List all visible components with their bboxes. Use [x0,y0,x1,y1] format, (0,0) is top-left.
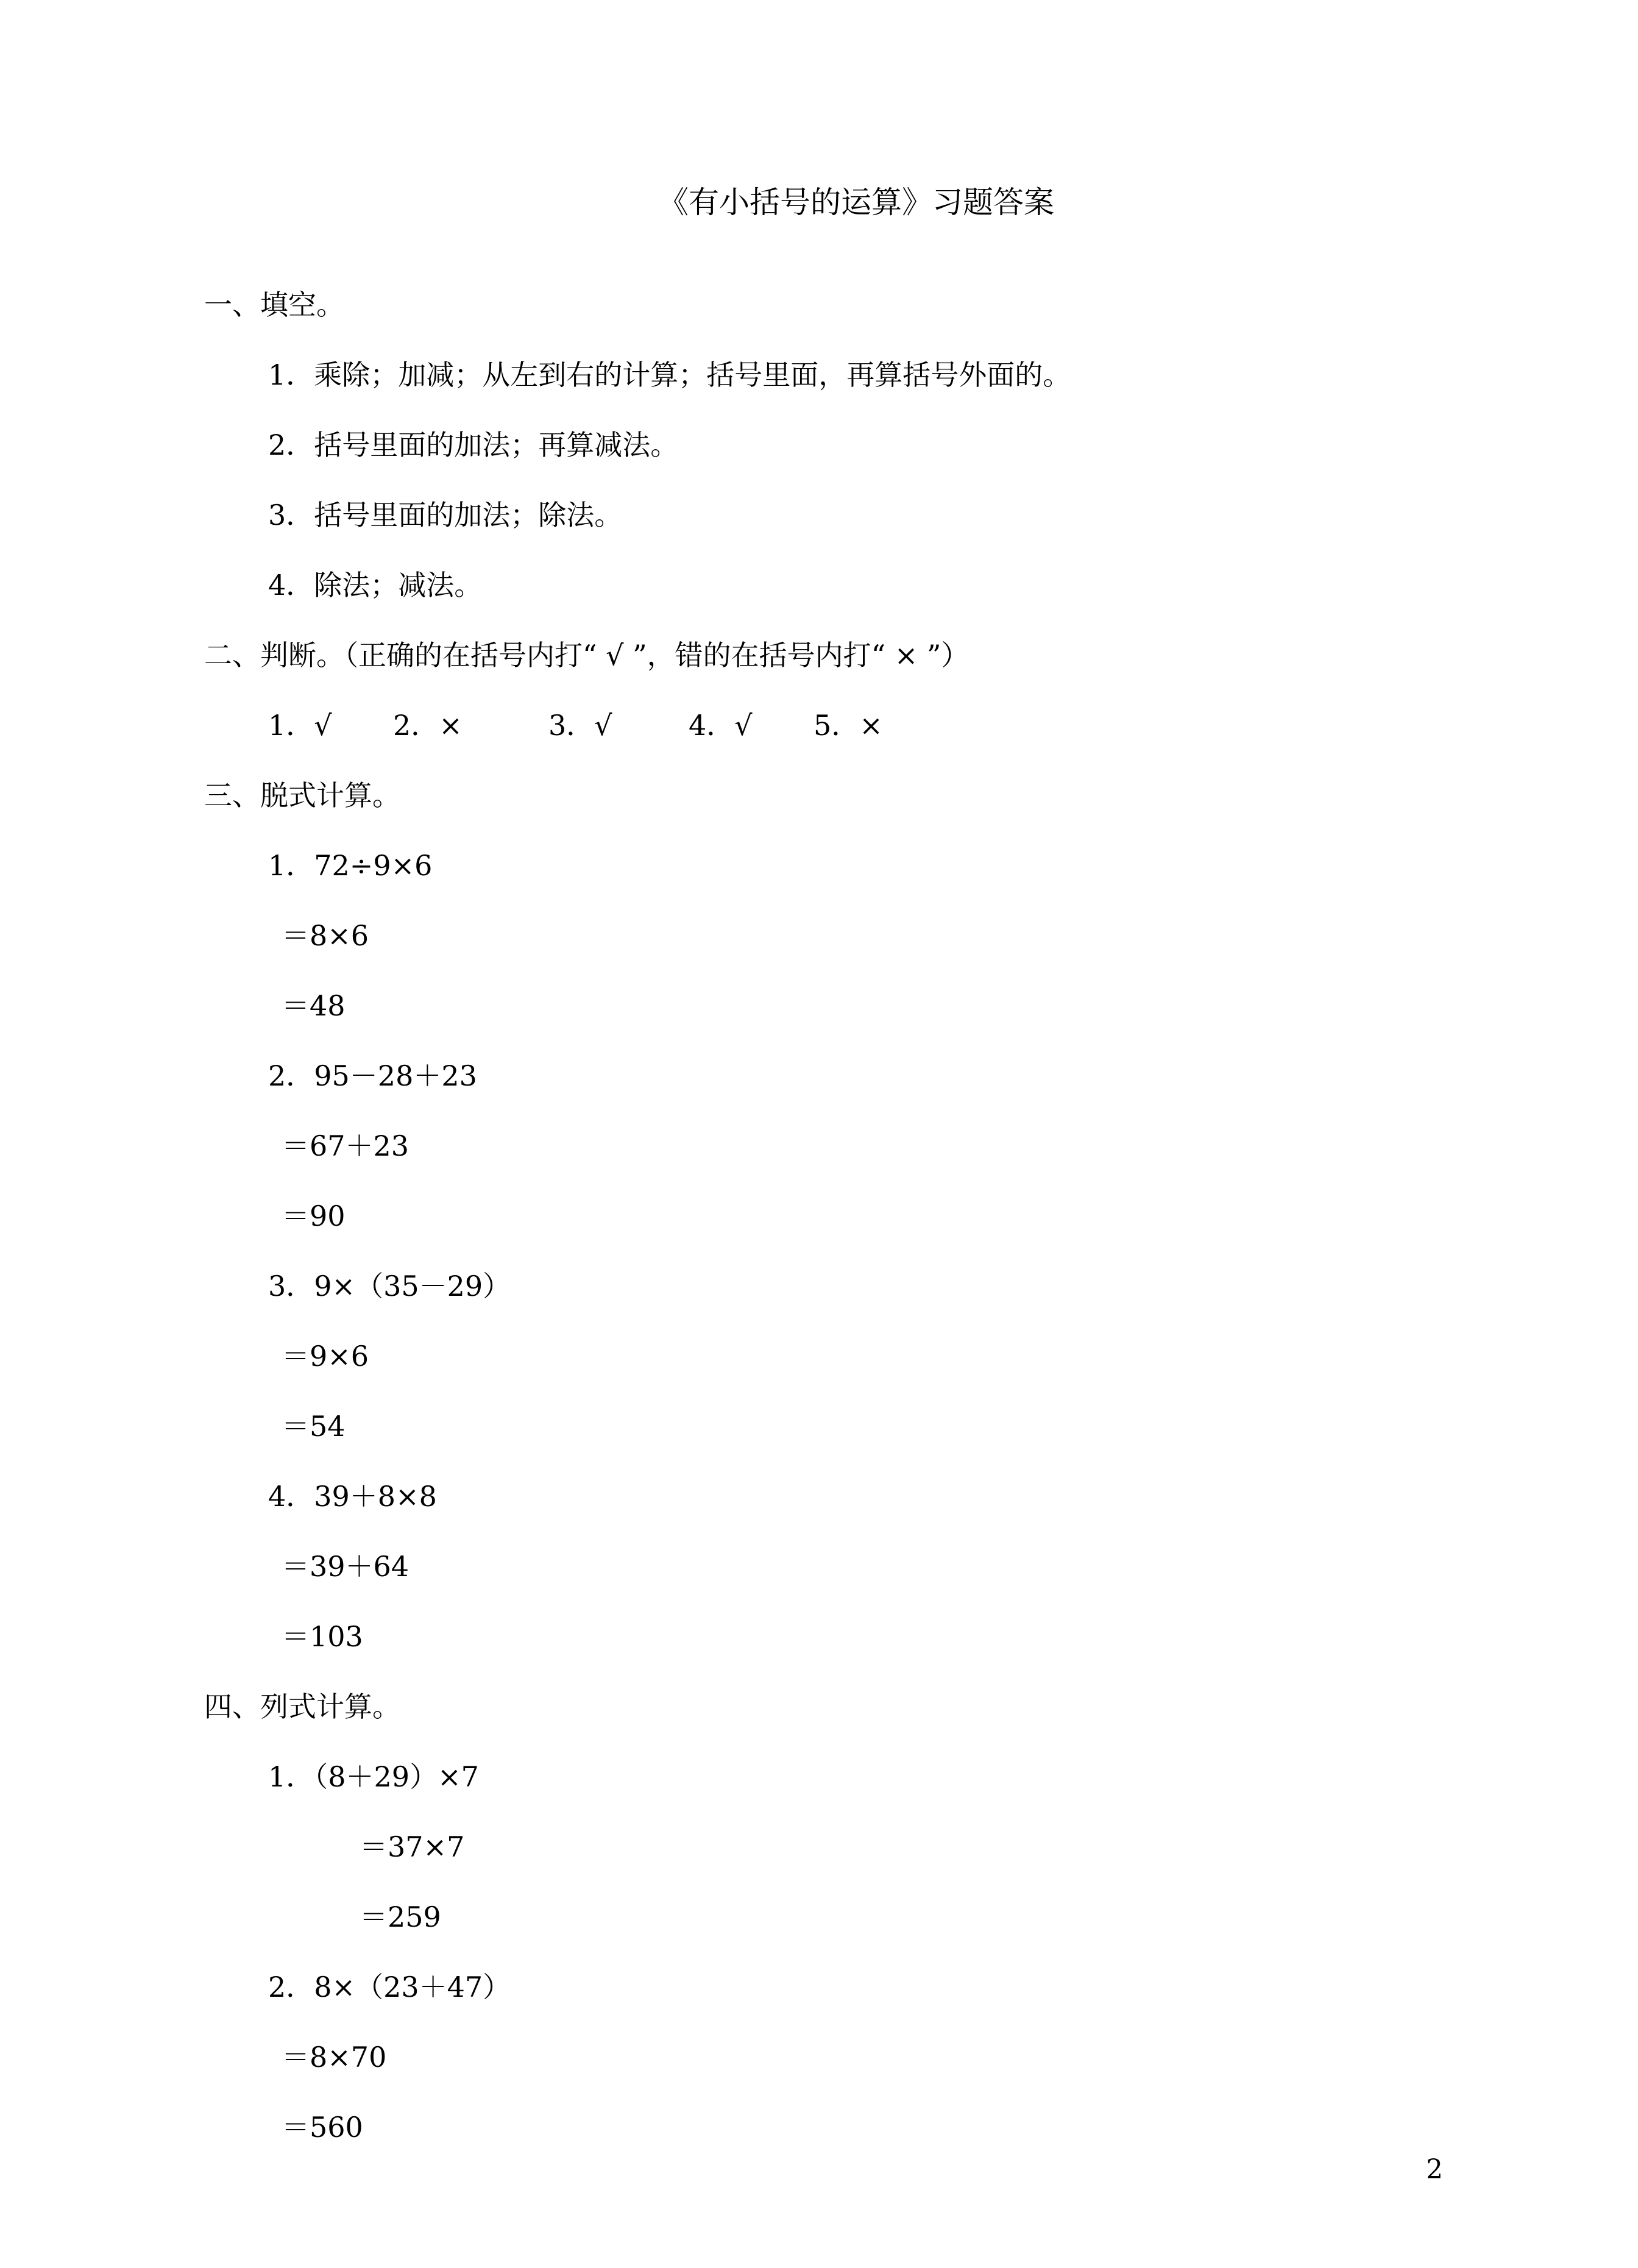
section1-item-4: 4．除法；减法。 [268,569,483,602]
word-problem-2-expr: 2．8×（23＋47） [268,1971,511,2003]
section1-item-3: 3．括号里面的加法；除法。 [268,499,623,531]
word-problem-2-step-2: ＝560 [282,2111,363,2144]
calc-problem-4-step-1: ＝39＋64 [282,1550,410,1583]
judge-answer-4: 4．√ [689,709,753,742]
section1-item-1: 1．乘除；加减；从左到右的计算；括号里面，再算括号外面的。 [268,358,1071,391]
judge-answers-row [268,707,999,744]
calc-problem-1-step-1: ＝8×6 [282,919,369,952]
page-number: 2 [1426,2154,1443,2185]
calc-problem-4-step-2: ＝103 [282,1620,363,1653]
section1-item-2: 2．括号里面的加法；再算减法。 [268,428,679,461]
calc-problem-1-step-2: ＝48 [282,989,346,1022]
calc-problem-4-expr: 4．39＋8×8 [268,1480,437,1513]
calc-problem-2-step-2: ＝90 [282,1200,346,1232]
judge-answer-2: 2．× [393,709,463,742]
section4-heading: 四、列式计算。 [204,1690,400,1723]
word-problem-1-expr: 1．（8＋29）×7 [268,1760,479,1793]
calc-problem-1-expr: 1．72÷9×6 [268,849,433,882]
word-problem-2-step-1: ＝8×70 [282,2041,387,2074]
word-problem-1-step-2: ＝259 [360,1900,441,1933]
judge-answer-1: 1．√ [268,709,332,742]
judge-answer-3: 3．√ [548,709,612,742]
document-title: 《有小括号的运算》习题答案 [658,185,1054,220]
section2-heading: 二、判断。（正确的在括号内打“ √ ”，错的在括号内打“ × ”） [204,639,970,672]
calc-problem-3-expr: 3．9×（35－29） [268,1270,511,1303]
section1-heading: 一、填空。 [204,288,344,321]
section3-heading: 三、脱式计算。 [204,779,400,812]
calc-problem-2-step-1: ＝67＋23 [282,1129,410,1162]
word-problem-1-step-1: ＝37×7 [360,1830,465,1863]
calc-problem-3-step-2: ＝54 [282,1410,346,1443]
calc-problem-3-step-1: ＝9×6 [282,1340,369,1373]
calc-problem-2-expr: 2．95－28＋23 [268,1059,477,1092]
judge-answer-5: 5．× [814,709,883,742]
